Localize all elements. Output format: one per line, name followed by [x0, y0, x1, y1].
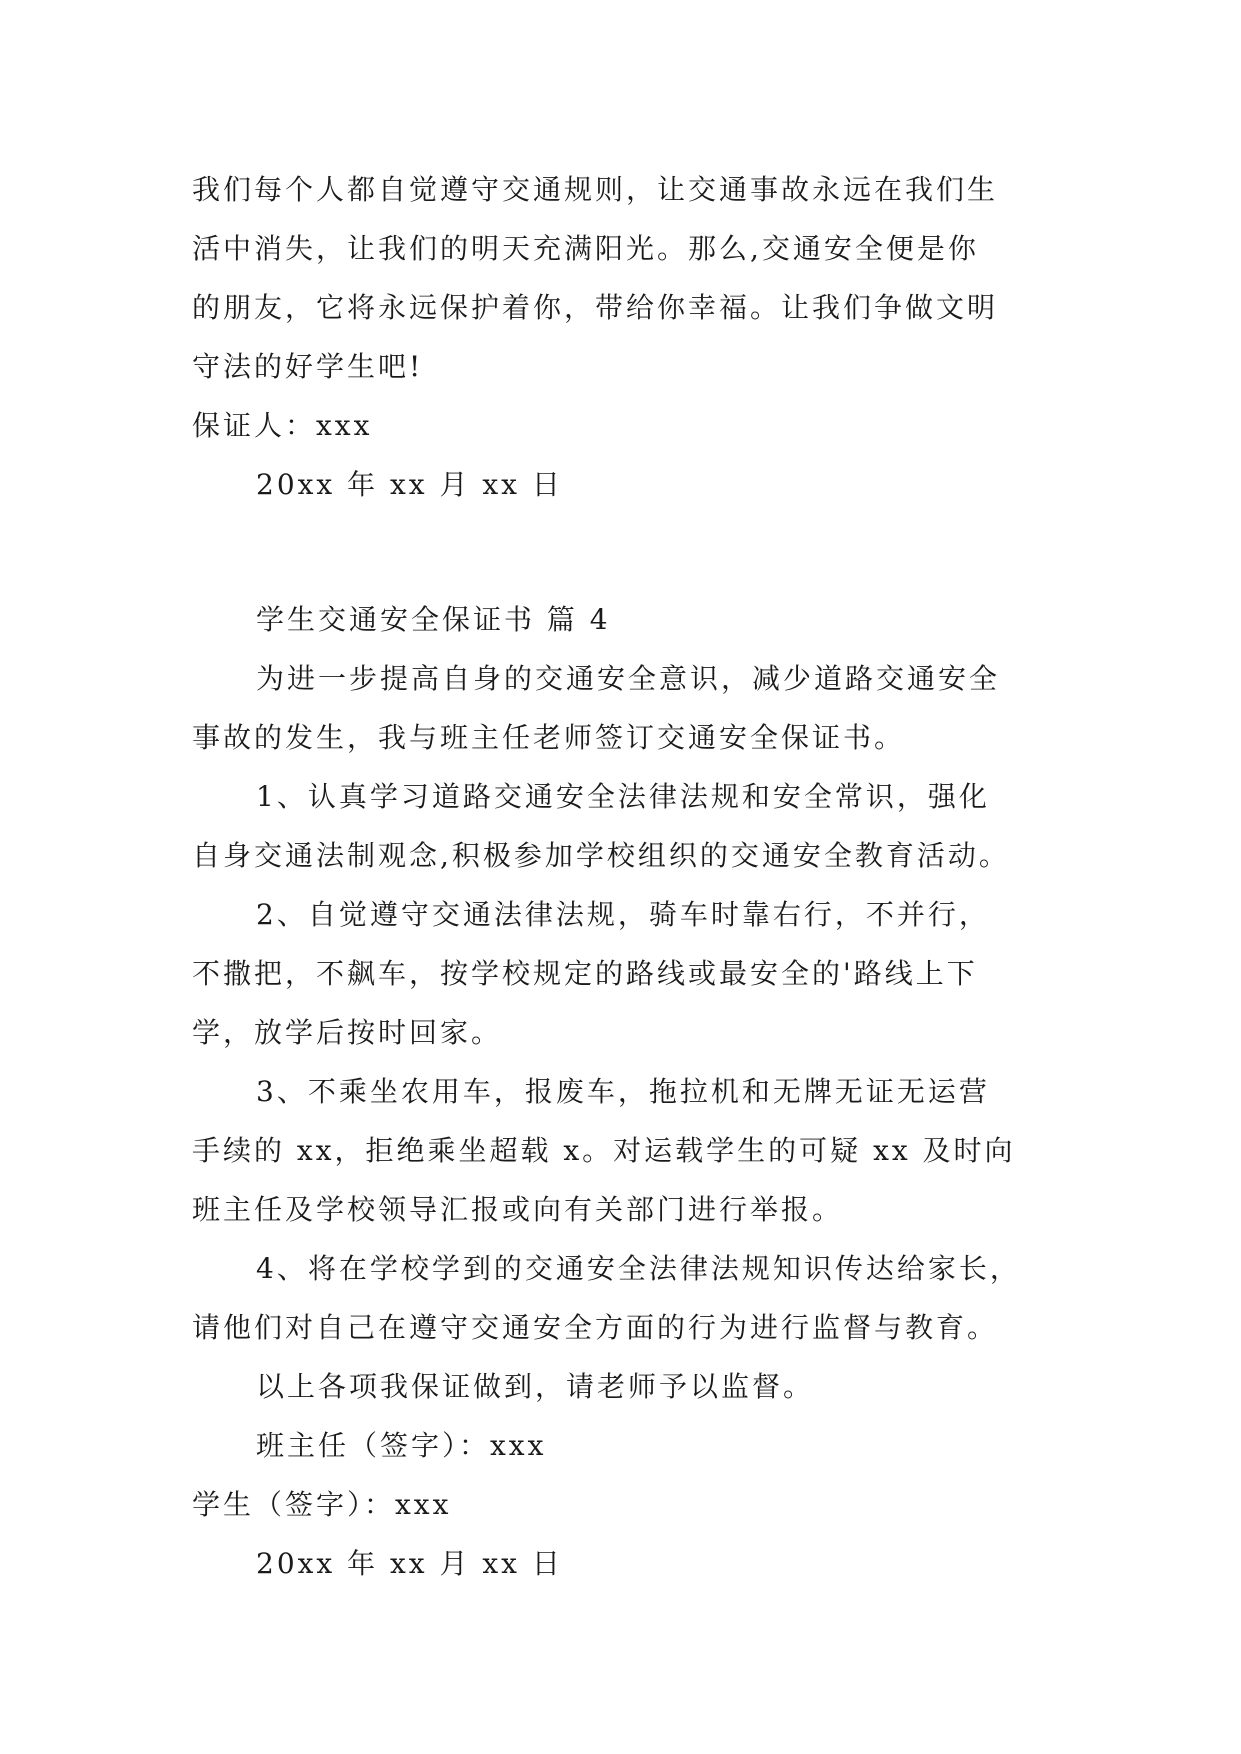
item-3-line: 班主任及学校领导汇报或向有关部门进行举报。 [192, 1193, 844, 1226]
item-2-line: 学，放学后按时回家。 [192, 1016, 503, 1049]
section-3-conclusion [192, 160, 1072, 514]
item-3-line: 手续的 xx，拒绝乘坐超载 x。对运载学生的可疑 xx 及时向 [192, 1134, 1016, 1167]
item-4-line: 请他们对自己在遵守交通安全方面的行为进行监督与教育。 [192, 1311, 999, 1344]
document-body [192, 160, 1072, 1593]
section-3-date: 20xx 年 xx 月 xx 日 [256, 468, 563, 501]
paragraph-line: 活中消失，让我们的明天充满阳光。那么,交通安全便是你 [192, 232, 979, 265]
intro-line: 事故的发生，我与班主任老师签订交通安全保证书。 [192, 721, 906, 754]
teacher-signature: 班主任（签字）：xxx [256, 1429, 547, 1462]
section-gap [192, 514, 1072, 590]
paragraph-line: 的朋友，它将永远保护着你，带给你幸福。让我们争做文明 [192, 291, 999, 324]
item-2-line: 不撒把，不飙车，按学校规定的路线或最安全的'路线上下 [192, 957, 978, 990]
intro-line: 为进一步提高自身的交通安全意识，减少道路交通安全 [256, 662, 1001, 695]
item-1-line: 1、认真学习道路交通安全法律法规和安全常识，强化 [256, 780, 990, 813]
guarantor-signature: 保证人：xxx [192, 409, 373, 442]
item-4-line: 4、将在学校学到的交通安全法律法规知识传达给家长， [256, 1252, 1021, 1285]
section-4-date: 20xx 年 xx 月 xx 日 [256, 1547, 563, 1580]
item-3-line: 3、不乘坐农用车，报废车，拖拉机和无牌无证无运营 [256, 1075, 990, 1108]
paragraph-line: 我们每个人都自觉遵守交通规则，让交通事故永远在我们生 [192, 173, 999, 206]
item-2-line: 2、自觉遵守交通法律法规，骑车时靠右行，不并行， [256, 898, 990, 931]
item-1-line: 自身交通法制观念,积极参加学校组织的交通安全教育活动。 [192, 839, 1010, 872]
closing-statement: 以上各项我保证做到，请老师予以监督。 [256, 1370, 815, 1403]
section-4 [192, 590, 1072, 1593]
student-signature: 学生（签字）：xxx [192, 1488, 452, 1521]
section-4-title: 学生交通安全保证书 篇 4 [256, 603, 611, 636]
paragraph-line: 守法的好学生吧! [192, 350, 424, 383]
